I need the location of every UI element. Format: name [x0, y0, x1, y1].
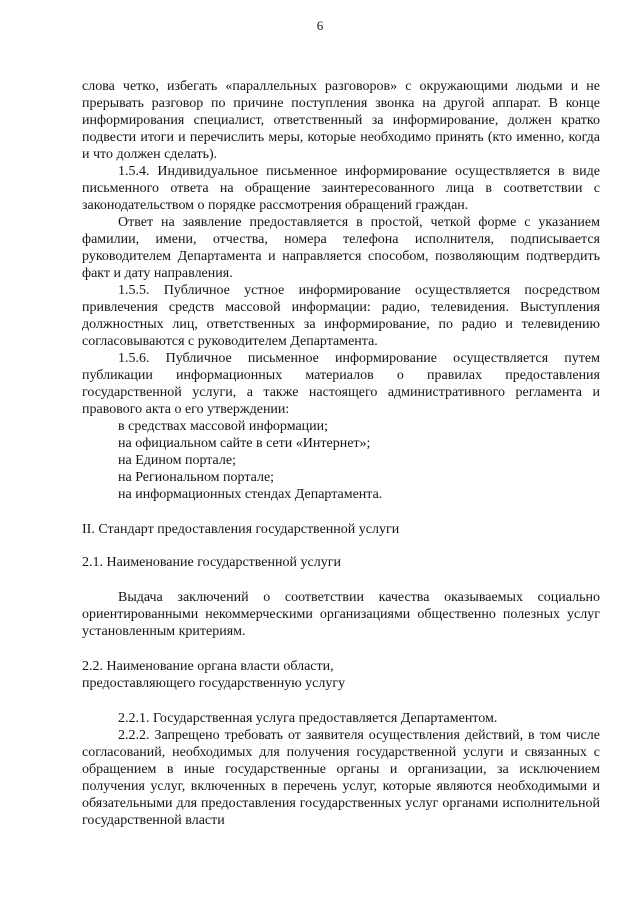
list-item: на Едином портале;: [118, 453, 236, 468]
publication-list: [82, 418, 600, 503]
subsection-2-1-heading: 2.1. Наименование государственной услуги: [82, 555, 341, 570]
subsection-2-2-heading-line1: 2.2. Наименование органа власти области,: [82, 659, 334, 674]
subsection-2-2-heading-line2: предоставляющего государственную услугу: [82, 676, 346, 691]
list-item: на Региональном портале;: [118, 470, 275, 485]
paragraph-continuation: слова четко, избегать «параллельных разговоров» с окружающими людьми и не прерывать разговор по причине поступления звонка на другой аппарат. В конце информирования специалист, ответственный за информирование, должен кратко подвести итоги и перечислить меры, которые необходимо принять (кто именно, когда и что должен сделать).: [82, 79, 600, 162]
paragraph-2-2-1: 2.2.1. Государственная услуга предоставляется Департаментом.: [118, 711, 498, 726]
document-body: [82, 78, 600, 829]
paragraph-answer: Ответ на заявление предоставляется в простой, четкой форме с указанием фамилии, имени, отчества, номера телефона исполнителя, подписывается руководителем Департамента и направляется способом, позволяющим подтвердить факт и дату направления.: [82, 215, 600, 281]
page-number: 6: [316, 18, 324, 33]
paragraph-1-5-6: 1.5.6. Публичное письменное информирование осуществляется путем публикации информационных материалов о правилах предоставления государственной услуги, а также настоящего административного регламента и правового акта о его утверждении:: [82, 351, 600, 417]
paragraph-1-5-5: 1.5.5. Публичное устное информирование осуществляется посредством привлечения средств массовой информации: радио, телевидения. Выступления должностных лиц, ответственных за информирование, по радио и телевидению согласовываются с руководителем Департамента.: [82, 283, 600, 349]
paragraph-2-2-2: 2.2.2. Запрещено требовать от заявителя осуществления действий, в том числе согласований, необходимых для получения государственной услуги и связанных с обращением в иные государственные органы и организации, за исключением получения услуг, включенных в перечень услуг, которые являются необходимыми и обязательными для предоставления государственных услуг органами исполнительной государственной власти: [82, 728, 600, 828]
subsection-2-1-text: Выдача заключений о соответствии качества оказываемых социально ориентированными некоммерческими организациями общественно полезных услуг установленным критериям.: [82, 590, 600, 639]
list-item: на информационных стендах Департамента.: [118, 487, 383, 502]
paragraph-1-5-4: 1.5.4. Индивидуальное письменное информирование осуществляется в виде письменного ответа на обращение заинтересованного лица в соответствии с законодательством о порядке рассмотрения обращений граждан.: [82, 164, 600, 213]
list-item: на официальном сайте в сети «Интернет»;: [118, 436, 371, 451]
list-item: в средствах массовой информации;: [118, 419, 329, 434]
section-heading: II. Стандарт предоставления государственной услуги: [82, 522, 400, 537]
